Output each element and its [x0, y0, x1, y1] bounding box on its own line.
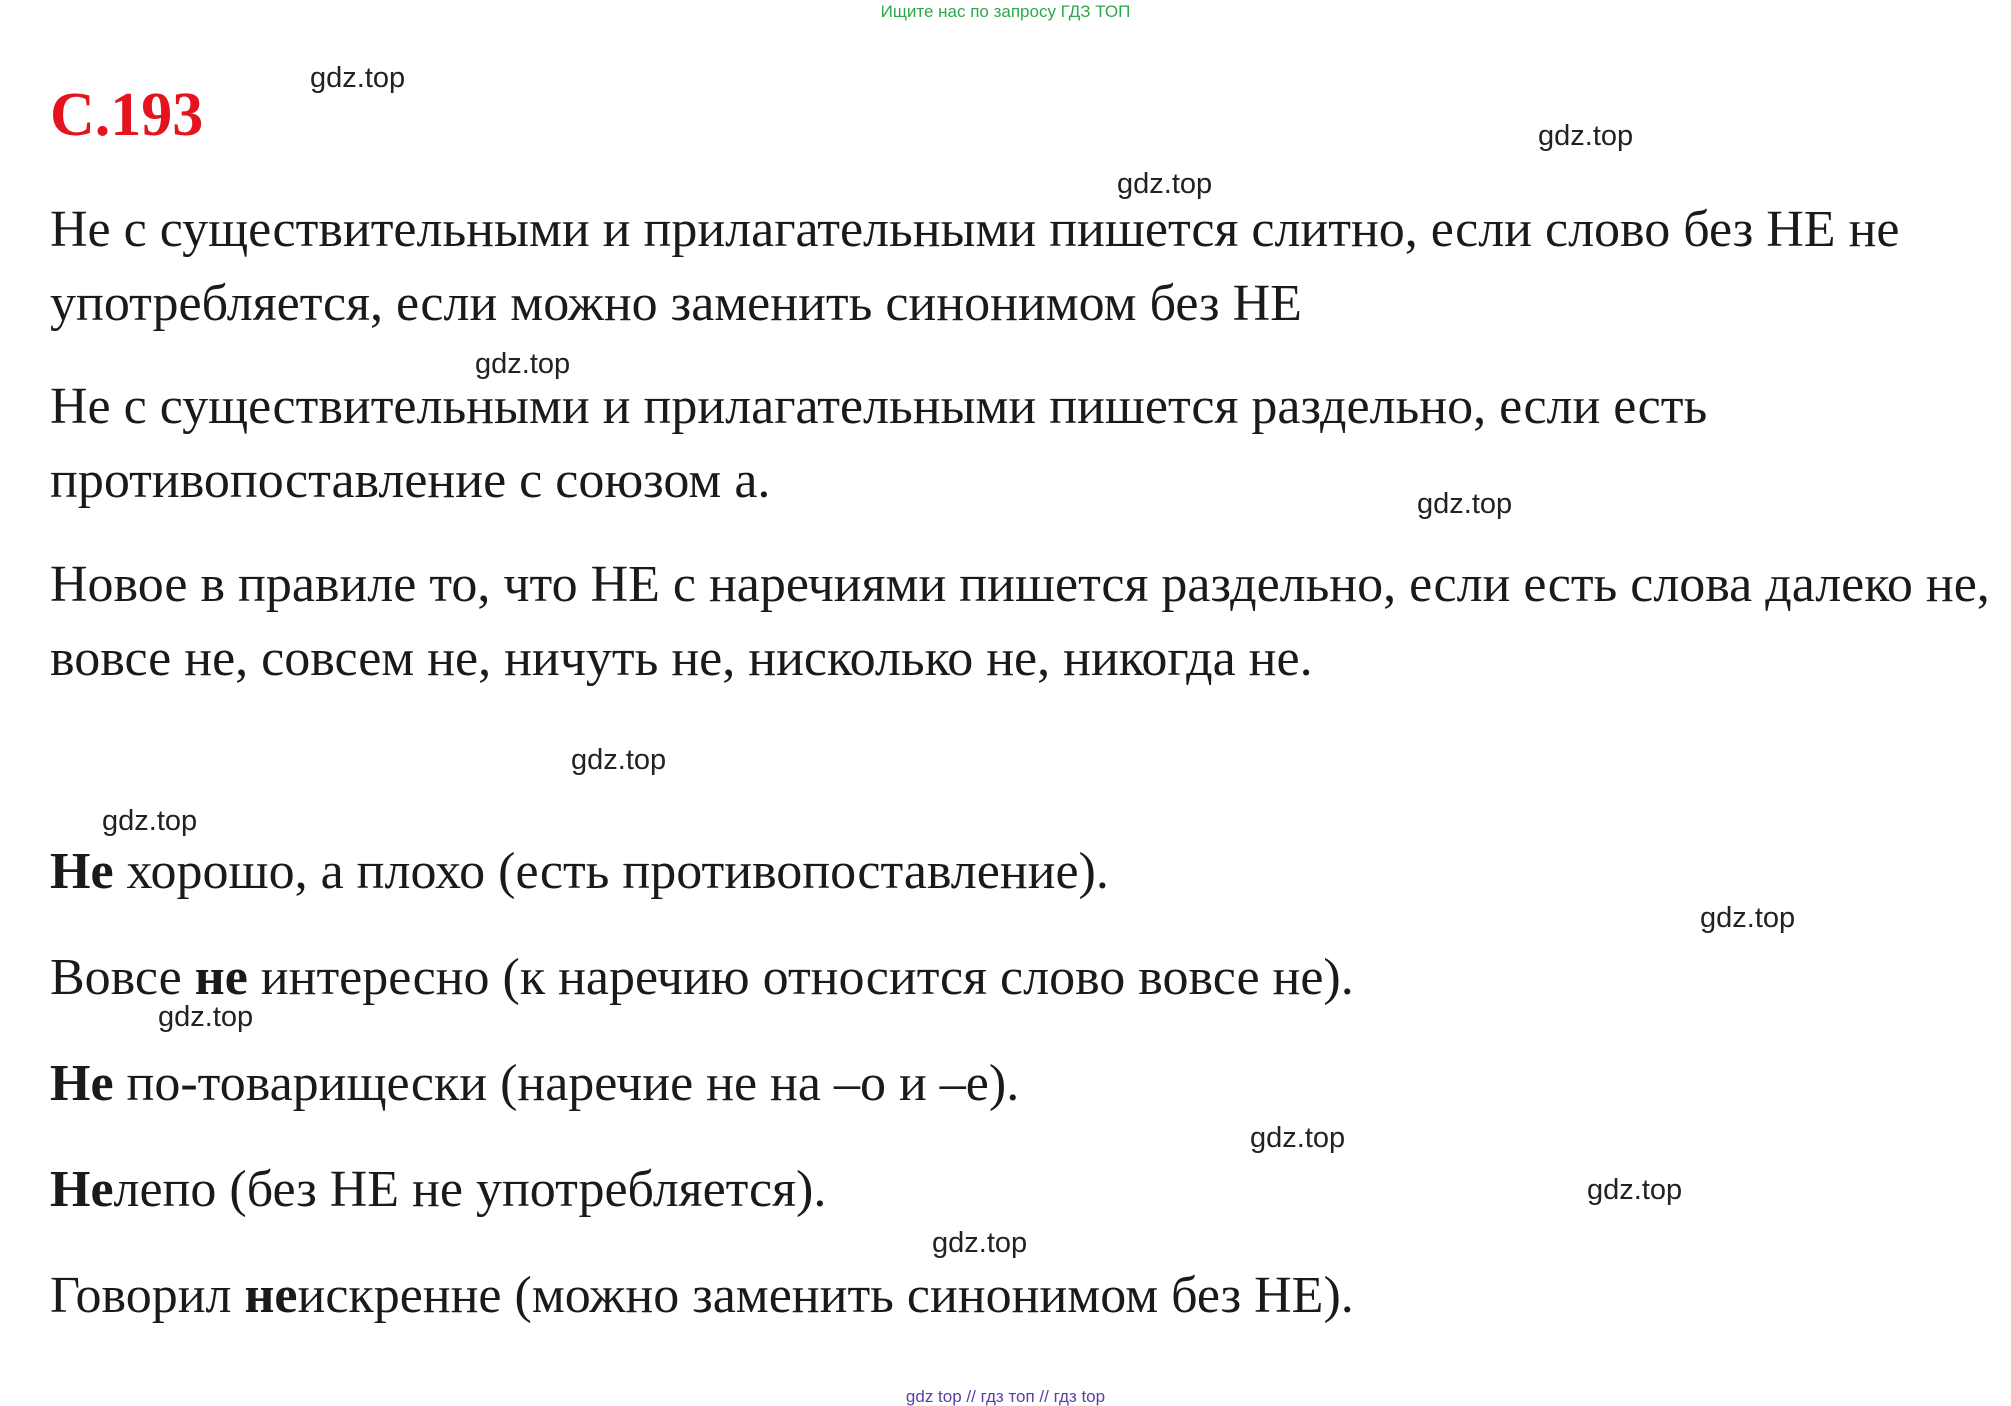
example-2 [50, 941, 1354, 1015]
example-5-text: искренне (можно заменить синонимом без НЕ). [297, 1267, 1354, 1324]
example-5-prefix: Говорил [50, 1267, 245, 1324]
watermark: gdz.top [1700, 902, 1796, 934]
example-3 [50, 1047, 1019, 1121]
example-2-prefix: Вовсе [50, 949, 195, 1006]
watermark: gdz.top [571, 744, 667, 776]
example-1-text: хорошо, а плохо (есть противопоставление). [113, 843, 1109, 900]
example-2-particle: не [194, 949, 248, 1006]
page-number: С.193 [50, 81, 204, 149]
header-note: Ищите нас по запросу ГДЗ ТОП [880, 2, 1131, 21]
rule-paragraph-2: Не с существительными и прилагательными пишется раздельно, если есть противопоставление с союзом а. [50, 378, 1708, 509]
watermark: gdz.top [1417, 488, 1513, 520]
rule-paragraph-3: Новое в правиле то, что НЕ с наречиями пишется раздельно, если есть слова далеко не, вовсе не, совсем не, ничуть не, нисколько не, никогда не. [50, 556, 1990, 687]
example-3-particle: Не [50, 1055, 114, 1112]
watermark: gdz.top [1250, 1122, 1346, 1154]
example-4 [50, 1153, 826, 1227]
example-3-text: по-товарищески (наречие не на –о и –е). [113, 1055, 1020, 1112]
watermark: gdz.top [475, 348, 571, 380]
example-5-particle: не [244, 1267, 298, 1324]
rule-paragraph-1: Не с существительными и прилагательными пишется слитно, если слово без НЕ не употребляется, если можно заменить синонимом без НЕ [50, 201, 1900, 332]
example-5 [50, 1259, 1354, 1333]
watermark: gdz.top [932, 1227, 1028, 1259]
example-4-text: лепо (без НЕ не употребляется). [113, 1161, 827, 1218]
watermark: gdz.top [1587, 1174, 1683, 1206]
example-1-particle: Не [50, 843, 114, 900]
footer-note: gdz top // гдз топ // гдз top [905, 1387, 1106, 1406]
example-4-particle: Не [50, 1161, 114, 1218]
watermark: gdz.top [158, 1001, 254, 1033]
example-2-text: интересно (к наречию относится слово вовсе не). [247, 949, 1354, 1006]
example-1 [50, 835, 1109, 909]
watermark: gdz.top [1117, 168, 1213, 200]
watermark: gdz.top [310, 62, 406, 94]
watermark: gdz.top [1538, 120, 1634, 152]
watermark: gdz.top [102, 805, 198, 837]
